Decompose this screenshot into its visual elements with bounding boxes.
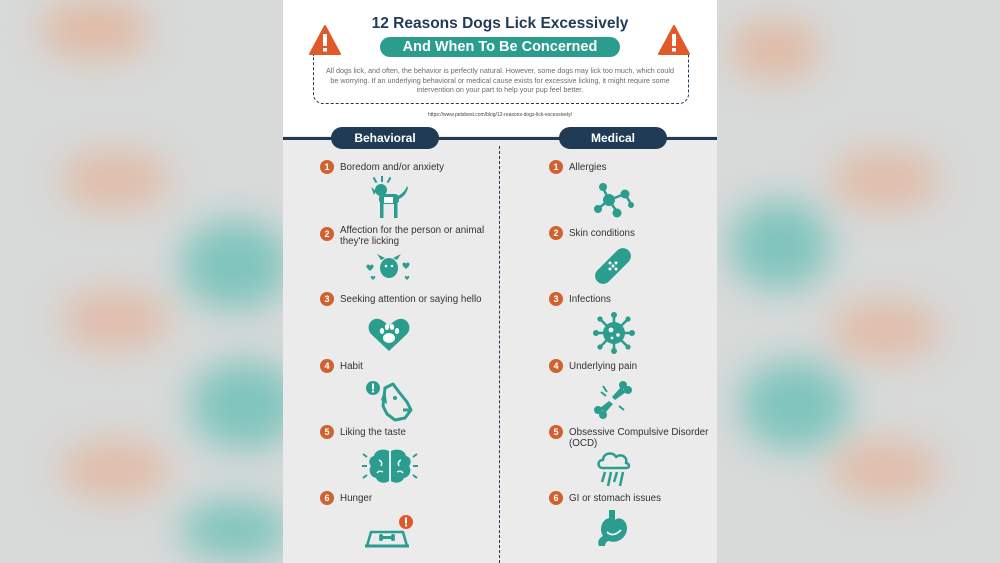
item-number: 3	[549, 292, 563, 306]
behavioral-header: Behavioral	[331, 127, 439, 149]
item-number: 5	[320, 425, 334, 439]
behavioral-item-label: Boredom and/or anxiety	[340, 162, 445, 173]
medical-item-label: Underlying pain	[569, 361, 638, 372]
background-blob	[730, 200, 830, 290]
medical-item-label: Obsessive Compulsive Disorder (OCD)	[569, 427, 709, 449]
background-blob	[60, 290, 170, 350]
brain-icon	[361, 446, 419, 486]
heart-paw-icon	[367, 316, 411, 352]
medical-item-label: GI or stomach issues	[569, 493, 662, 504]
virus-icon	[593, 312, 635, 354]
background-blob	[830, 300, 940, 360]
medical-item-label: Infections	[569, 294, 611, 305]
rain-cloud-icon	[595, 450, 631, 490]
item-number: 3	[320, 292, 334, 306]
background-blob	[40, 0, 150, 60]
medical-item-label: Allergies	[569, 162, 607, 173]
item-number: 2	[320, 227, 334, 241]
page-title: 12 Reasons Dogs Lick Excessively	[371, 15, 629, 32]
item-number: 1	[320, 160, 334, 174]
background-blob	[60, 150, 170, 210]
background-blob	[830, 440, 940, 500]
background-blob	[830, 150, 940, 210]
item-number: 2	[549, 226, 563, 240]
behavioral-item-label: Hunger	[340, 493, 373, 504]
background-blob	[180, 500, 290, 560]
behavioral-item-label: Seeking attention or saying hello	[340, 294, 482, 305]
medical-item-label: Skin conditions	[569, 228, 635, 239]
page-subtitle: And When To Be Concerned	[380, 37, 620, 57]
bandage-icon	[593, 246, 633, 286]
molecule-icon	[591, 180, 635, 220]
item-number: 6	[320, 491, 334, 505]
dog-head-alert-icon	[365, 380, 415, 422]
anxious-dog-icon	[365, 176, 411, 220]
behavioral-item-label: Affection for the person or animal they're licking	[340, 225, 485, 247]
item-number: 4	[320, 359, 334, 373]
stomach-icon	[595, 508, 631, 548]
item-number: 6	[549, 491, 563, 505]
dog-hearts-icon	[363, 254, 415, 284]
background-blob	[740, 360, 850, 450]
item-number: 1	[549, 160, 563, 174]
description-text: All dogs lick, and often, the behavior is perfectly natural. However, some dogs may lick too much, which could be worrying. If an underlying behavioral or medical cause exists for excessive licking, it might require some intervention on your part to help your pup feel better.	[326, 66, 674, 95]
behavioral-item-label: Habit	[340, 361, 363, 372]
broken-bone-icon	[593, 380, 633, 420]
food-bowl-icon	[363, 514, 415, 550]
background-blob	[60, 440, 170, 500]
background-blob	[730, 20, 820, 80]
infographic-panel	[283, 0, 717, 563]
background-blob	[180, 220, 290, 310]
item-number: 5	[549, 425, 563, 439]
medical-header: Medical	[559, 127, 667, 149]
behavioral-item-label: Liking the taste	[340, 427, 406, 438]
item-number: 4	[549, 359, 563, 373]
column-divider	[499, 146, 500, 563]
source-url: https://www.petsbest.com/blog/12-reasons-dogs-lick-excessively/	[428, 112, 572, 118]
